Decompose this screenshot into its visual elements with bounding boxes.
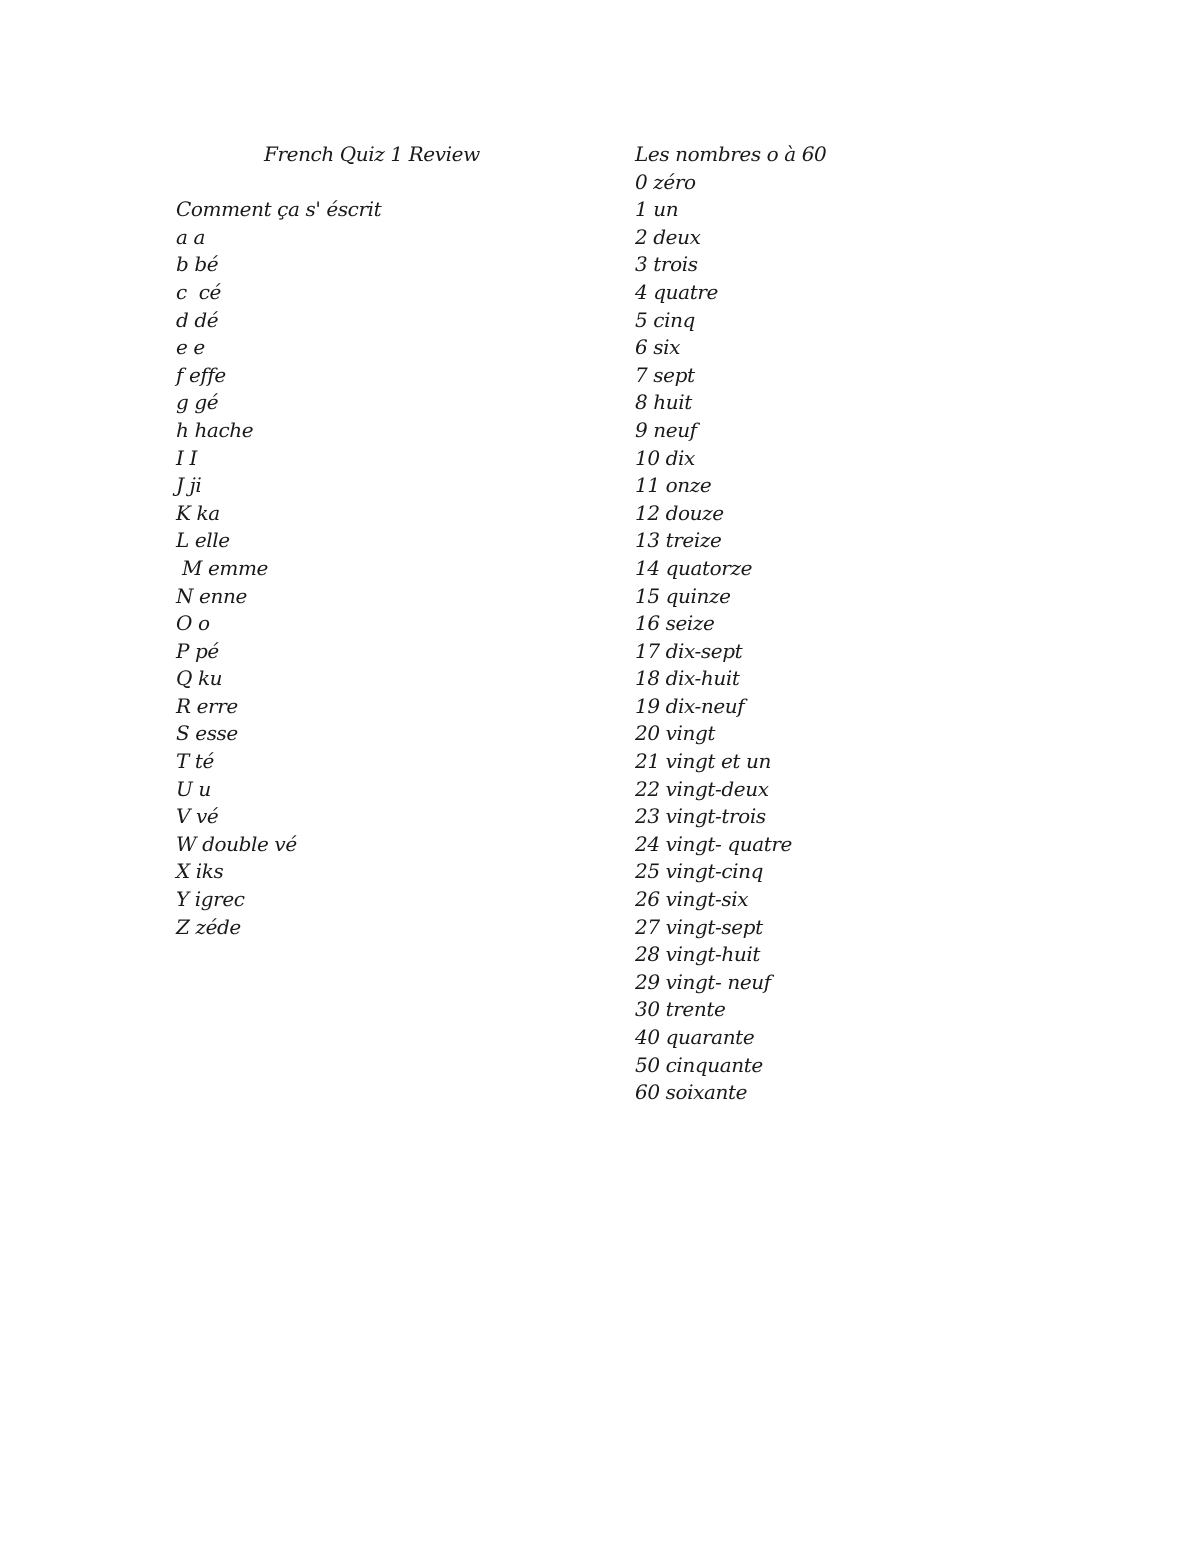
- number-item: 14 quatorze: [635, 555, 753, 580]
- alphabet-letter-item: X iks: [176, 859, 224, 884]
- number-item: 60 soixante: [635, 1080, 748, 1105]
- alphabet-letter-item: e e: [176, 335, 205, 360]
- number-item: 9 neuf: [635, 417, 697, 442]
- number-item: 2 deux: [635, 224, 701, 249]
- number-item: 15 quinze: [635, 583, 731, 608]
- number-item: 16 seize: [635, 611, 715, 636]
- number-item: 13 treize: [635, 528, 722, 553]
- number-item: 0 zéro: [635, 169, 696, 194]
- number-item: 7 sept: [635, 362, 695, 387]
- alphabet-letter-item: L elle: [176, 528, 230, 553]
- alphabet-letter-item: Y igrec: [176, 887, 245, 912]
- number-item: 11 onze: [635, 473, 712, 498]
- number-item: 6 six: [635, 335, 681, 360]
- number-item: 22 vingt-deux: [635, 776, 769, 801]
- number-item: 4 quatre: [635, 279, 718, 304]
- alphabet-heading: Comment ça s' éscrit: [176, 197, 382, 222]
- spacer: [176, 169, 576, 197]
- number-item: 21 vingt et un: [635, 749, 771, 774]
- number-item: 8 huit: [635, 390, 692, 415]
- alphabet-letter-item: R erre: [176, 693, 238, 718]
- alphabet-letter-item: T té: [176, 749, 214, 774]
- numbers-heading: Les nombres o à 60: [635, 142, 827, 166]
- alphabet-list: [176, 224, 576, 941]
- alphabet-letter-item: V vé: [176, 804, 219, 829]
- number-item: 17 dix-sept: [635, 638, 743, 663]
- number-item: 50 cinquante: [635, 1052, 763, 1077]
- alphabet-letter-item: P pé: [176, 638, 219, 663]
- alphabet-letter-item: J ji: [176, 473, 202, 498]
- number-item: 30 trente: [635, 997, 726, 1022]
- number-item: 26 vingt-six: [635, 887, 749, 912]
- number-item: 20 vingt: [635, 721, 716, 746]
- number-item: 27 vingt-sept: [635, 914, 763, 939]
- number-item: 28 vingt-huit: [635, 942, 760, 967]
- number-item: 5 cinq: [635, 307, 695, 332]
- number-item: 29 vingt- neuf: [635, 969, 771, 994]
- alphabet-letter-item: b bé: [176, 252, 219, 277]
- alphabet-letter-item: W double vé: [176, 831, 297, 856]
- document-title: French Quiz 1 Review: [264, 142, 480, 166]
- alphabet-letter-item: d dé: [176, 307, 219, 332]
- numbers-list: [635, 169, 1055, 1107]
- alphabet-letter-item: K ka: [176, 500, 220, 525]
- alphabet-letter-item: U u: [176, 776, 211, 801]
- number-item: 12 douze: [635, 500, 724, 525]
- number-item: 24 vingt- quatre: [635, 831, 792, 856]
- alphabet-letter-item: N enne: [176, 583, 247, 608]
- number-item: 3 trois: [635, 252, 698, 277]
- alphabet-letter-item: f effe: [176, 362, 226, 387]
- number-item: 1 un: [635, 197, 679, 222]
- alphabet-letter-item: I I: [176, 445, 197, 470]
- alphabet-letter-item: a a: [176, 224, 206, 249]
- alphabet-column: [176, 141, 576, 941]
- alphabet-letter-item: g gé: [176, 390, 219, 415]
- number-item: 19 dix-neuf: [635, 693, 745, 718]
- number-item: 18 dix-huit: [635, 666, 740, 691]
- alphabet-letter-item: M emme: [176, 555, 268, 580]
- number-item: 10 dix: [635, 445, 695, 470]
- number-item: 25 vingt-cinq: [635, 859, 764, 884]
- alphabet-letter-item: Z zéde: [176, 914, 241, 939]
- alphabet-letter-item: c cé: [176, 279, 221, 304]
- alphabet-letter-item: O o: [176, 611, 210, 636]
- number-item: 23 vingt-trois: [635, 804, 766, 829]
- number-item: 40 quarante: [635, 1025, 755, 1049]
- alphabet-letter-item: h hache: [176, 417, 254, 442]
- alphabet-letter-item: S esse: [176, 721, 238, 746]
- numbers-column: [635, 141, 1055, 1107]
- alphabet-letter-item: Q ku: [176, 666, 223, 691]
